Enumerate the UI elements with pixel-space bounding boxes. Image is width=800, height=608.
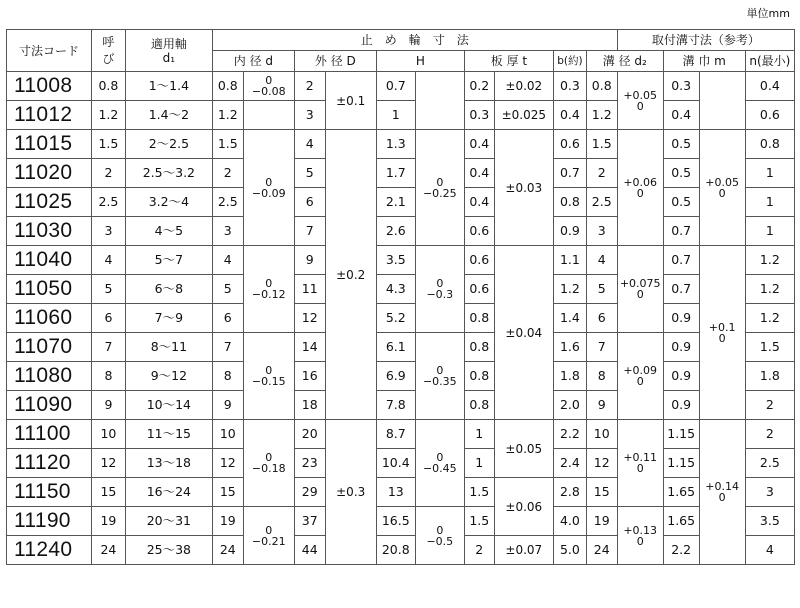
- cell-D: 11: [294, 275, 325, 304]
- tolerance-d: [243, 246, 294, 333]
- cell-m: 1.65: [663, 507, 699, 536]
- header-d: 内 径 d: [212, 51, 294, 72]
- cell-n: 1.2: [745, 246, 794, 275]
- cell-m: 0.5: [663, 159, 699, 188]
- cell-m: 1.15: [663, 449, 699, 478]
- tolerance-upper: +0.05: [705, 175, 739, 189]
- cell-nom: 5: [92, 275, 126, 304]
- cell-b: 0.8: [554, 188, 587, 217]
- table-row: [7, 130, 795, 159]
- header-m: 溝 巾 m: [663, 51, 745, 72]
- cell-code: 11090: [7, 391, 92, 420]
- cell-D: 16: [294, 362, 325, 391]
- cell-D: 12: [294, 304, 325, 333]
- tolerance-t: ±0.05: [494, 420, 553, 478]
- cell-H: 5.2: [376, 304, 415, 333]
- header-shaft-label: 適用軸: [150, 36, 187, 51]
- cell-code: 11040: [7, 246, 92, 275]
- cell-d2: 8: [586, 362, 617, 391]
- cell-d: 10: [212, 420, 243, 449]
- cell-m: 2.2: [663, 536, 699, 565]
- header-H: H: [376, 51, 464, 72]
- header-groove: 取付溝寸法（参考）: [617, 30, 794, 51]
- header-n: n(最小): [745, 51, 794, 72]
- cell-D: 23: [294, 449, 325, 478]
- cell-n: 0.8: [745, 130, 794, 159]
- cell-d2: 2: [586, 159, 617, 188]
- tolerance-upper: 0: [265, 364, 273, 377]
- tolerance-H: [415, 420, 464, 507]
- cell-H: 0.7: [376, 72, 415, 101]
- cell-t: 0.4: [464, 159, 494, 188]
- table-row: [7, 246, 795, 275]
- tolerance-d: [243, 130, 294, 246]
- cell-d2: 3: [586, 217, 617, 246]
- retaining-ring-spec-table: [6, 29, 795, 565]
- cell-m: 0.9: [663, 391, 699, 420]
- cell-D: 6: [294, 188, 325, 217]
- header-ring: 止 め 輪 寸 法: [212, 30, 617, 51]
- cell-nom: 15: [92, 478, 126, 507]
- cell-shaft: 1～1.4: [125, 72, 212, 101]
- cell-code: 11008: [7, 72, 92, 101]
- cell-t: 0.6: [464, 246, 494, 275]
- cell-nom: 4: [92, 246, 126, 275]
- table-row: [7, 101, 795, 130]
- cell-nom: 1.5: [92, 130, 126, 159]
- tolerance-lower: −0.3: [426, 288, 454, 301]
- tolerance-t: ±0.03: [494, 130, 553, 246]
- tolerance-lower: 0: [636, 375, 644, 388]
- cell-code: 11030: [7, 217, 92, 246]
- cell-m: 0.9: [663, 333, 699, 362]
- cell-b: 2.0: [554, 391, 587, 420]
- cell-b: 0.9: [554, 217, 587, 246]
- cell-d: 9: [212, 391, 243, 420]
- cell-n: 0.4: [745, 72, 794, 101]
- cell-n: 1.5: [745, 333, 794, 362]
- cell-d: 4: [212, 246, 243, 275]
- cell-code: 11150: [7, 478, 92, 507]
- cell-t: 0.8: [464, 391, 494, 420]
- cell-code: 11060: [7, 304, 92, 333]
- cell-H: 1.7: [376, 159, 415, 188]
- header-shaft-symbol: d₁: [162, 50, 176, 65]
- cell-H: 10.4: [376, 449, 415, 478]
- table-row: [7, 275, 795, 304]
- tolerance-upper: 0: [436, 523, 444, 537]
- cell-n: 2: [745, 420, 794, 449]
- cell-t: 0.8: [464, 333, 494, 362]
- cell-b: 0.6: [554, 130, 587, 159]
- cell-D: 29: [294, 478, 325, 507]
- cell-d2: 2.5: [586, 188, 617, 217]
- cell-d: 12: [212, 449, 243, 478]
- cell-nom: 3: [92, 217, 126, 246]
- cell-b: 0.7: [554, 159, 587, 188]
- cell-b: 0.3: [554, 72, 587, 101]
- tolerance-lower: −0.35: [422, 375, 457, 388]
- cell-d: 24: [212, 536, 243, 565]
- cell-nom: 1.2: [92, 101, 126, 130]
- header-row-1: [7, 30, 795, 51]
- cell-m: 0.3: [663, 72, 699, 101]
- tolerance-d: [243, 420, 294, 507]
- cell-d2: 19: [586, 507, 617, 536]
- cell-H: 16.5: [376, 507, 415, 536]
- cell-n: 0.6: [745, 101, 794, 130]
- table-row: [7, 304, 795, 333]
- tolerance-d: [243, 72, 294, 101]
- tolerance-lower: −0.15: [251, 375, 286, 388]
- cell-H: 4.3: [376, 275, 415, 304]
- cell-nom: 9: [92, 391, 126, 420]
- cell-t: 1.5: [464, 478, 494, 507]
- tolerance-H: [415, 72, 464, 130]
- cell-t: 2: [464, 536, 494, 565]
- tolerance-t: ±0.06: [494, 478, 553, 536]
- cell-t: 1: [464, 449, 494, 478]
- cell-code: 11025: [7, 188, 92, 217]
- cell-nom: 6: [92, 304, 126, 333]
- tolerance-t: ±0.04: [494, 246, 553, 420]
- table-row: [7, 159, 795, 188]
- tolerance-m: [699, 72, 745, 130]
- cell-d: 1.5: [212, 130, 243, 159]
- tolerance-D: ±0.1: [325, 72, 376, 130]
- cell-H: 1.3: [376, 130, 415, 159]
- cell-d: 7: [212, 333, 243, 362]
- tolerance-lower: −0.5: [426, 534, 454, 548]
- cell-nom: 24: [92, 536, 126, 565]
- tolerance-upper: 0: [436, 451, 444, 464]
- cell-D: 3: [294, 101, 325, 130]
- tolerance-t: ±0.025: [494, 101, 553, 130]
- tolerance-lower: 0: [636, 534, 644, 548]
- tolerance-upper: 0: [436, 364, 444, 377]
- tolerance-lower: 0: [636, 186, 644, 200]
- cell-code: 11020: [7, 159, 92, 188]
- cell-d: 1.2: [212, 101, 243, 130]
- cell-n: 1: [745, 159, 794, 188]
- cell-d2: 24: [586, 536, 617, 565]
- tolerance-lower: −0.08: [251, 85, 286, 98]
- cell-b: 1.6: [554, 333, 587, 362]
- cell-d: 2.5: [212, 188, 243, 217]
- unit-label: 単位mm: [746, 7, 790, 20]
- cell-b: 1.8: [554, 362, 587, 391]
- table-row: [7, 478, 795, 507]
- cell-shaft: 6～8: [125, 275, 212, 304]
- tolerance-upper: 0: [436, 277, 444, 290]
- cell-n: 4: [745, 536, 794, 565]
- cell-D: 5: [294, 159, 325, 188]
- cell-D: 9: [294, 246, 325, 275]
- cell-H: 7.8: [376, 391, 415, 420]
- cell-H: 6.1: [376, 333, 415, 362]
- cell-d2: 7: [586, 333, 617, 362]
- cell-shaft: 5～7: [125, 246, 212, 275]
- cell-H: 13: [376, 478, 415, 507]
- cell-D: 44: [294, 536, 325, 565]
- cell-shaft: 1.4～2: [125, 101, 212, 130]
- cell-shaft: 2～2.5: [125, 130, 212, 159]
- cell-t: 0.6: [464, 275, 494, 304]
- tolerance-upper: +0.11: [623, 451, 658, 464]
- tolerance-H: [415, 130, 464, 246]
- tolerance-D: ±0.3: [325, 420, 376, 565]
- tolerance-upper: +0.09: [623, 364, 658, 377]
- tolerance-upper: 0: [265, 74, 273, 87]
- header-t: 板 厚 t: [464, 51, 553, 72]
- cell-shaft: 20～31: [125, 507, 212, 536]
- cell-n: 1: [745, 188, 794, 217]
- cell-d2: 1.5: [586, 130, 617, 159]
- cell-n: 3.5: [745, 507, 794, 536]
- cell-t: 0.8: [464, 362, 494, 391]
- tolerance-upper: +0.14: [705, 480, 739, 493]
- tolerance-lower: −0.12: [251, 288, 286, 301]
- cell-D: 14: [294, 333, 325, 362]
- cell-d2: 10: [586, 420, 617, 449]
- tolerance-d: [243, 507, 294, 565]
- cell-n: 1.2: [745, 304, 794, 333]
- tolerance-H: [415, 507, 464, 565]
- cell-d2: 15: [586, 478, 617, 507]
- cell-shaft: 13～18: [125, 449, 212, 478]
- cell-H: 8.7: [376, 420, 415, 449]
- tolerance-lower: −0.18: [251, 462, 286, 475]
- cell-m: 0.5: [663, 188, 699, 217]
- cell-H: 1: [376, 101, 415, 130]
- cell-nom: 0.8: [92, 72, 126, 101]
- table-row: [7, 507, 795, 536]
- cell-code: 11070: [7, 333, 92, 362]
- cell-shaft: 11～15: [125, 420, 212, 449]
- cell-d2: 12: [586, 449, 617, 478]
- tolerance-upper: 0: [265, 175, 273, 189]
- cell-shaft: 16～24: [125, 478, 212, 507]
- cell-b: 1.2: [554, 275, 587, 304]
- cell-n: 1.2: [745, 275, 794, 304]
- header-shaft: [125, 30, 212, 72]
- tolerance-lower: 0: [718, 186, 726, 200]
- cell-code: 11120: [7, 449, 92, 478]
- cell-b: 1.1: [554, 246, 587, 275]
- cell-nom: 12: [92, 449, 126, 478]
- cell-b: 4.0: [554, 507, 587, 536]
- tolerance-upper: 0: [265, 451, 273, 464]
- cell-t: 1.5: [464, 507, 494, 536]
- cell-nom: 10: [92, 420, 126, 449]
- tolerance-lower: −0.21: [251, 534, 286, 548]
- tolerance-lower: 0: [718, 331, 726, 345]
- tolerance-lower: 0: [718, 491, 726, 504]
- cell-t: 0.2: [464, 72, 494, 101]
- cell-d: 5: [212, 275, 243, 304]
- cell-b: 5.0: [554, 536, 587, 565]
- cell-d2: 6: [586, 304, 617, 333]
- cell-nom: 8: [92, 362, 126, 391]
- header-D: 外 径 D: [294, 51, 376, 72]
- cell-b: 0.4: [554, 101, 587, 130]
- cell-shaft: 25～38: [125, 536, 212, 565]
- cell-shaft: 2.5～3.2: [125, 159, 212, 188]
- cell-code: 11015: [7, 130, 92, 159]
- cell-t: 0.8: [464, 304, 494, 333]
- tolerance-d2: [617, 420, 663, 507]
- tolerance-H: [415, 333, 464, 420]
- tolerance-d2: [617, 507, 663, 565]
- cell-m: 0.4: [663, 101, 699, 130]
- cell-H: 6.9: [376, 362, 415, 391]
- tolerance-upper: 0: [265, 523, 273, 537]
- cell-d: 3: [212, 217, 243, 246]
- cell-D: 7: [294, 217, 325, 246]
- cell-m: 0.7: [663, 275, 699, 304]
- tolerance-d: [243, 101, 294, 130]
- cell-d: 6: [212, 304, 243, 333]
- cell-d2: 5: [586, 275, 617, 304]
- cell-shaft: 3.2～4: [125, 188, 212, 217]
- cell-d2: 9: [586, 391, 617, 420]
- table-row: [7, 536, 795, 565]
- cell-n: 2.5: [745, 449, 794, 478]
- cell-D: 18: [294, 391, 325, 420]
- tolerance-D: ±0.2: [325, 130, 376, 420]
- cell-t: 1: [464, 420, 494, 449]
- cell-d: 0.8: [212, 72, 243, 101]
- tolerance-upper: +0.06: [623, 175, 658, 189]
- tolerance-upper: 0: [436, 175, 444, 189]
- tolerance-m: [699, 130, 745, 246]
- table-row: [7, 391, 795, 420]
- tolerance-upper: +0.05: [623, 88, 658, 102]
- cell-n: 3: [745, 478, 794, 507]
- cell-m: 0.7: [663, 217, 699, 246]
- tolerance-upper: +0.075: [619, 277, 661, 290]
- cell-D: 20: [294, 420, 325, 449]
- tolerance-d2: [617, 72, 663, 130]
- cell-code: 11050: [7, 275, 92, 304]
- tolerance-m: [699, 420, 745, 565]
- cell-d: 2: [212, 159, 243, 188]
- cell-n: 2: [745, 391, 794, 420]
- tolerance-lower: 0: [636, 288, 644, 301]
- cell-code: 11100: [7, 420, 92, 449]
- header-nominal-label: 呼び: [102, 34, 115, 66]
- cell-d2: 0.8: [586, 72, 617, 101]
- cell-D: 37: [294, 507, 325, 536]
- cell-H: 2.6: [376, 217, 415, 246]
- table-row: [7, 333, 795, 362]
- tolerance-upper: +0.13: [623, 523, 658, 537]
- cell-n: 1: [745, 217, 794, 246]
- cell-H: 2.1: [376, 188, 415, 217]
- tolerance-d: [243, 333, 294, 420]
- tolerance-lower: −0.09: [251, 186, 286, 200]
- cell-code: 11080: [7, 362, 92, 391]
- tolerance-m: [699, 246, 745, 420]
- cell-d: 19: [212, 507, 243, 536]
- tolerance-d2: [617, 246, 663, 333]
- cell-t: 0.4: [464, 130, 494, 159]
- cell-b: 2.8: [554, 478, 587, 507]
- tolerance-lower: −0.45: [422, 462, 457, 475]
- cell-n: 1.8: [745, 362, 794, 391]
- cell-shaft: 4～5: [125, 217, 212, 246]
- cell-b: 2.2: [554, 420, 587, 449]
- cell-t: 0.3: [464, 101, 494, 130]
- cell-nom: 7: [92, 333, 126, 362]
- tolerance-upper: +0.1: [708, 320, 736, 334]
- table-row: [7, 188, 795, 217]
- cell-d2: 4: [586, 246, 617, 275]
- cell-t: 0.4: [464, 188, 494, 217]
- cell-code: 11190: [7, 507, 92, 536]
- cell-b: 1.4: [554, 304, 587, 333]
- cell-D: 4: [294, 130, 325, 159]
- cell-code: 11240: [7, 536, 92, 565]
- cell-m: 0.9: [663, 304, 699, 333]
- cell-d: 15: [212, 478, 243, 507]
- header-b: b(約): [554, 51, 587, 72]
- cell-D: 2: [294, 72, 325, 101]
- cell-t: 0.6: [464, 217, 494, 246]
- cell-b: 2.4: [554, 449, 587, 478]
- table-row: [7, 362, 795, 391]
- cell-shaft: 8～11: [125, 333, 212, 362]
- table-row: [7, 449, 795, 478]
- cell-code: 11012: [7, 101, 92, 130]
- cell-H: 3.5: [376, 246, 415, 275]
- table-row: [7, 217, 795, 246]
- header-d2: 溝 径 d₂: [586, 51, 663, 72]
- tolerance-upper: 0: [265, 277, 273, 290]
- table-row: [7, 72, 795, 101]
- table-row: [7, 420, 795, 449]
- cell-nom: 19: [92, 507, 126, 536]
- cell-m: 0.5: [663, 130, 699, 159]
- header-code: 寸法コード: [7, 30, 92, 72]
- cell-shaft: 7～9: [125, 304, 212, 333]
- cell-nom: 2: [92, 159, 126, 188]
- cell-d: 8: [212, 362, 243, 391]
- tolerance-t: ±0.02: [494, 72, 553, 101]
- cell-H: 20.8: [376, 536, 415, 565]
- tolerance-lower: 0: [636, 99, 644, 113]
- cell-m: 1.15: [663, 420, 699, 449]
- tolerance-d2: [617, 130, 663, 246]
- cell-shaft: 9～12: [125, 362, 212, 391]
- tolerance-lower: −0.25: [422, 186, 457, 200]
- cell-m: 0.9: [663, 362, 699, 391]
- tolerance-t: ±0.07: [494, 536, 553, 565]
- cell-m: 1.65: [663, 478, 699, 507]
- header-nominal: [92, 30, 126, 72]
- tolerance-d2: [617, 333, 663, 420]
- tolerance-lower: 0: [636, 462, 644, 475]
- cell-shaft: 10～14: [125, 391, 212, 420]
- cell-m: 0.7: [663, 246, 699, 275]
- cell-nom: 2.5: [92, 188, 126, 217]
- cell-d2: 1.2: [586, 101, 617, 130]
- tolerance-H: [415, 246, 464, 333]
